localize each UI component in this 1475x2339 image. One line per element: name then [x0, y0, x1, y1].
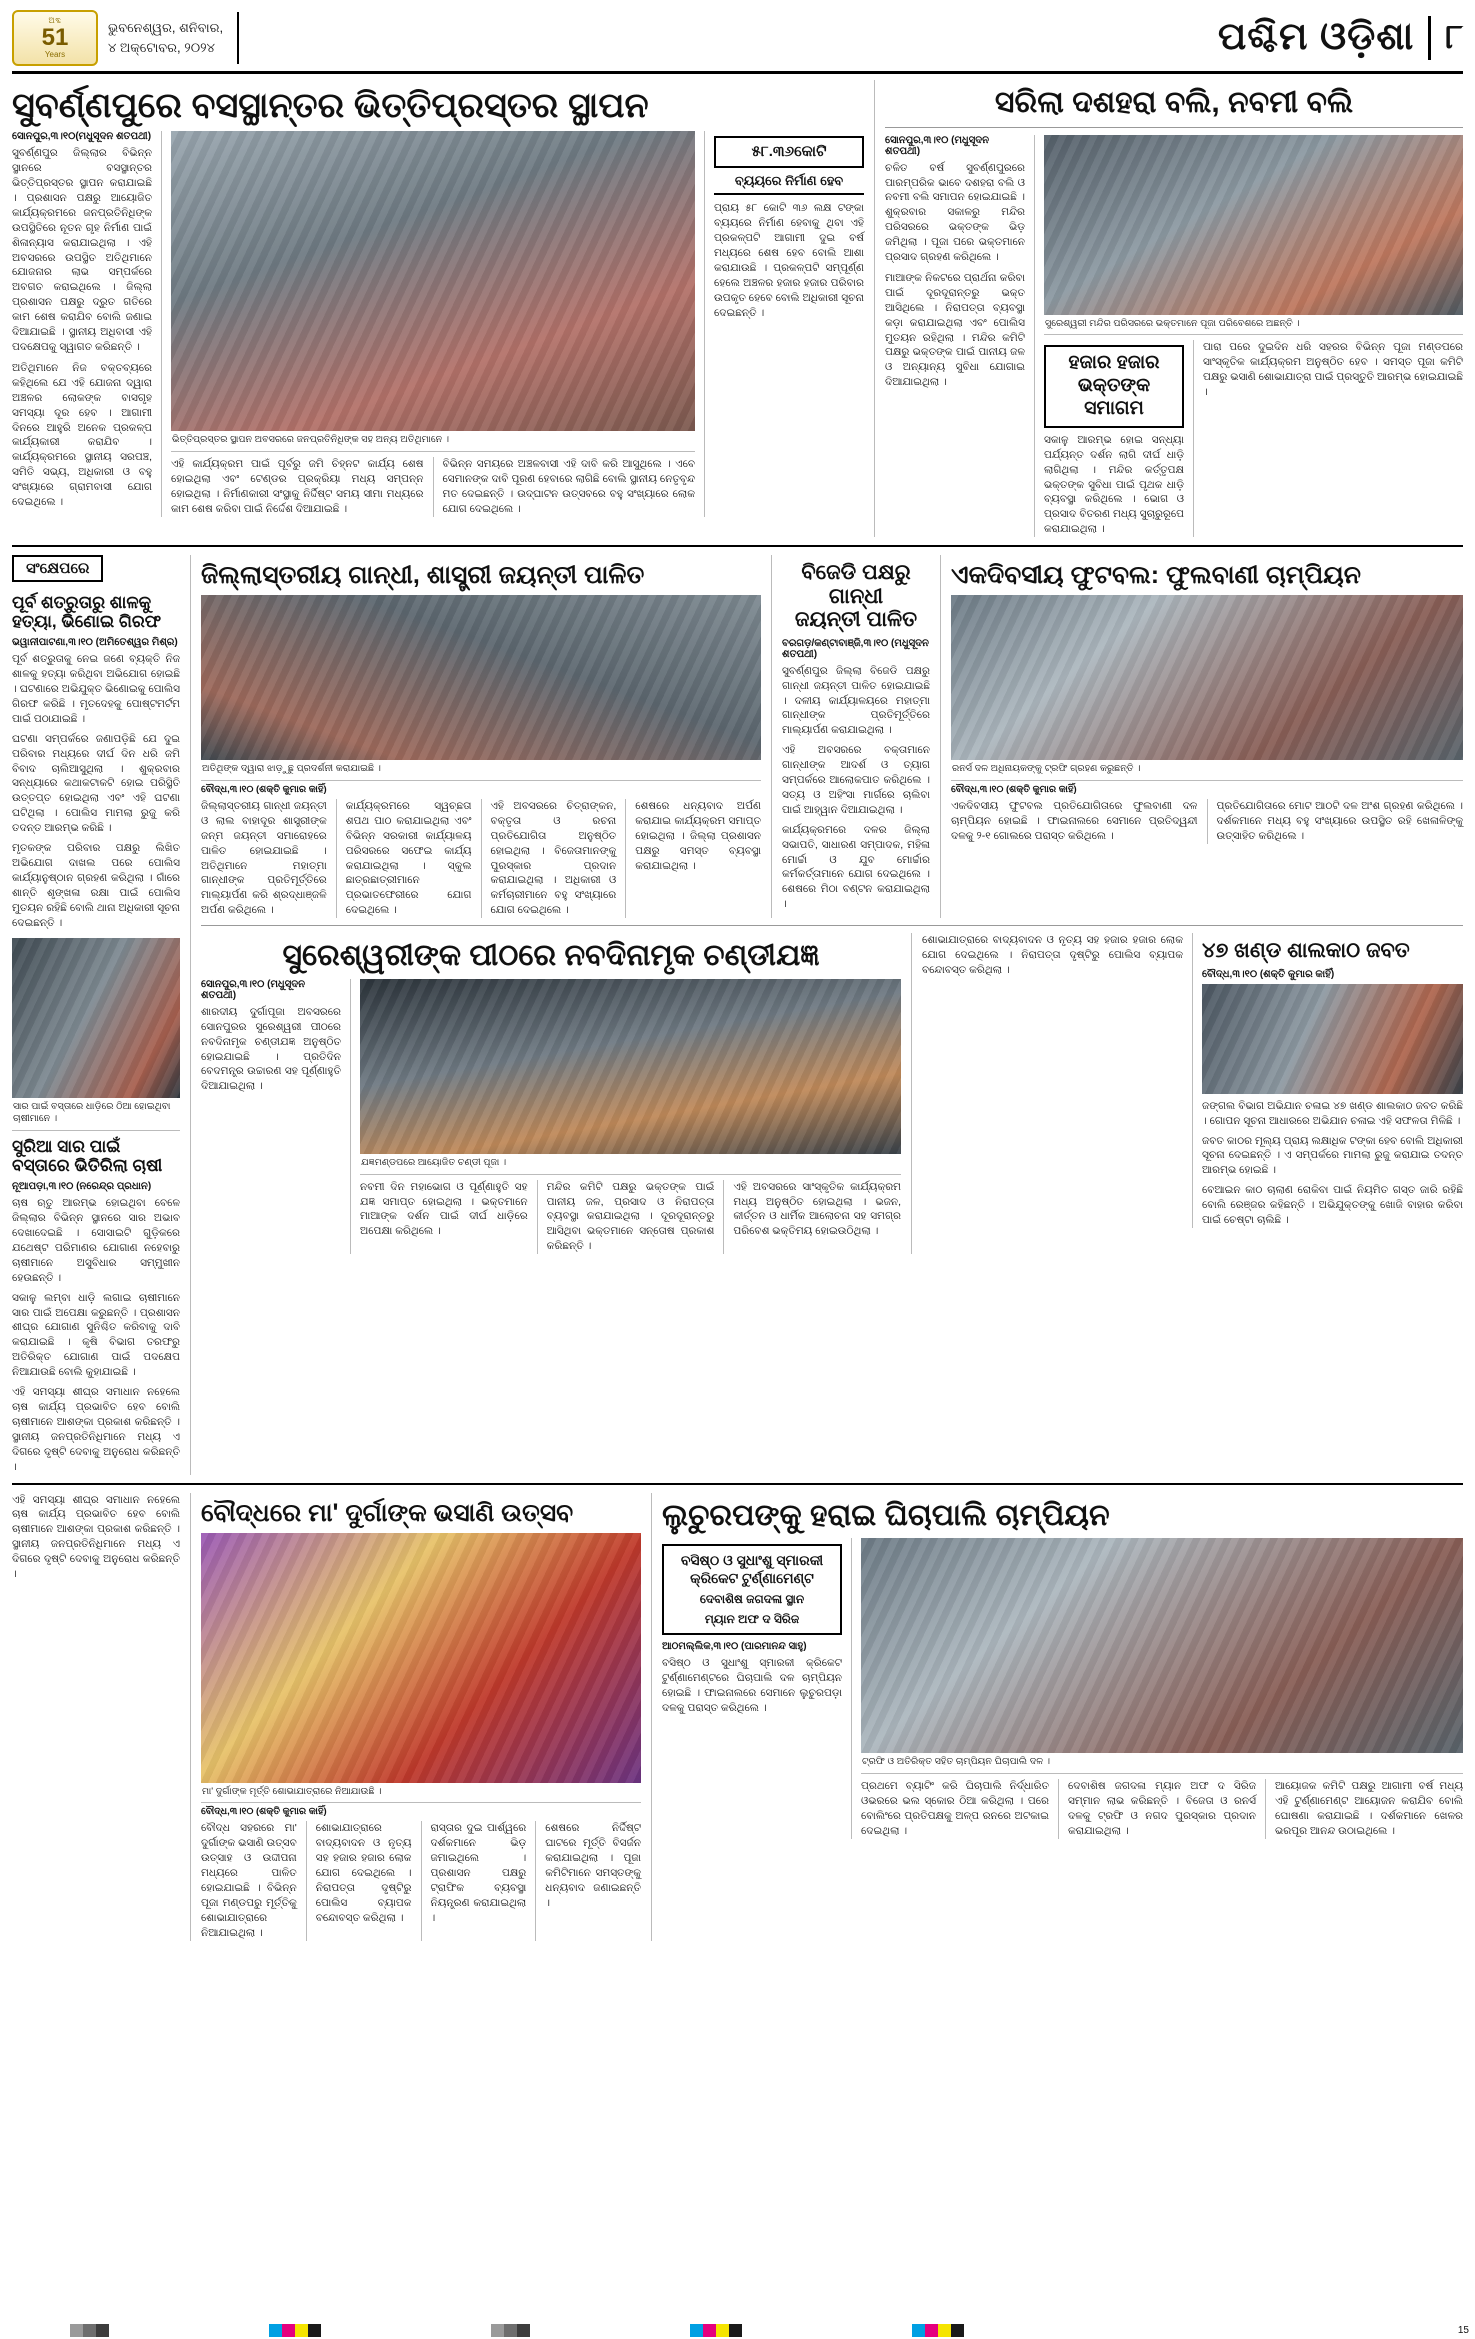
- sureswari-body-3: ମନ୍ଦିର କମିଟି ପକ୍ଷରୁ ଭକ୍ତଙ୍କ ପାଇଁ ପାନୀୟ ଜଳ, ପ୍ରସାଦ ଓ ନିରାପତ୍ତା ବ୍ୟବସ୍ଥା କରାଯାଇଥିଲା । ଦୂରଦୂରାନ୍ତରୁ ଆସିଥିବା ଭକ୍ତମାନେ ସନ୍ତୋଷ ପ୍ରକାଶ କରିଛନ୍ତି ।: [546, 1180, 715, 1253]
- cricket-col-2: [861, 1779, 1049, 1839]
- football-col-2: [1217, 799, 1464, 844]
- cmyk-swatches-3: [912, 2324, 964, 2337]
- cricket-inset-line-3: ଦେବାଶିଷ ଜଗଦଳା ସ୍ଥାନ: [699, 1592, 805, 1607]
- cricket-photo-caption: ଟ୍ରଫି ଓ ଅତିରିକ୍ତ ସହିତ ଚାମ୍ପିୟନ ଘିଚାପାଲି ଦଳ ।: [861, 1753, 1463, 1774]
- brief-1-headline: ପୂର୍ବ ଶତ୍ରୁତାରୁ ଶାଳକୁ ହତ୍ୟା, ଭିଣୋଇ ଗିରଫ: [12, 593, 162, 632]
- durga-body-3: ରାସ୍ତାର ଦୁଇ ପାର୍ଶ୍ୱରେ ଦର୍ଶକମାନେ ଭିଡ଼ ଜମାଇଥିଲେ । ପ୍ରଶାସନ ପକ୍ଷରୁ ଟ୍ରାଫିକ ବ୍ୟବସ୍ଥା ନିୟନ୍ତ୍ରଣ କରାଯାଇଥିଲା ।: [430, 1822, 527, 1924]
- brief-1-body-3: ମୃତକଙ୍କ ପରିବାର ପକ୍ଷରୁ ଲିଖିତ ଅଭିଯୋଗ ଦାଖଲ ପରେ ପୋଲିସ କାର୍ଯ୍ୟାନୁଷ୍ଠାନ ଗ୍ରହଣ କରିଥିଲା । ଗାଁରେ ଶାନ୍ତି ଶୃଙ୍ଖଳା ରକ୍ଷା ପାଇଁ ପୋଲିସ ମୁତୟନ ରହିଛି ବୋଲି ଥାନା ଅଧିକାରୀ ସୂଚନା ଦେଇଛନ୍ତି ।: [12, 842, 180, 929]
- cricket-body-1: ବସିଷ୍ଠ ଓ ସୁଧାଂଶୁ ସ୍ମାରକୀ କ୍ରିକେଟ ଟୁର୍ଣ୍ଣାମେଣ୍ଟରେ ଘିଚାପାଲି ଦଳ ଚାମ୍ପିୟନ ହୋଇଛି । ଫାଇନାଲରେ ସେମାନେ ଲୁଚୁରପଡ଼ା ଦଳକୁ ପରାସ୍ତ କରିଥିଲେ ।: [662, 1657, 842, 1714]
- briefs-sidebar: [12, 555, 180, 1474]
- dashahara-box-line-2: ଭକ୍ତଙ୍କ ସମାଗମ: [1077, 375, 1151, 419]
- gandhi-photo: [201, 595, 761, 760]
- dashahara-box-line-1: ହଜାର ହଜାର: [1068, 352, 1160, 374]
- bjd-headline: [782, 561, 930, 632]
- edition-block: [1218, 16, 1463, 60]
- edition-divider: [1428, 16, 1431, 60]
- sureswari-body-2: ନବମୀ ଦିନ ମହାଭୋଗ ଓ ପୂର୍ଣ୍ଣାହୁତି ସହ ଯଜ୍ଞ ସମାପ୍ତ ହୋଇଥିଲା । ଭକ୍ତମାନେ ମାଆଙ୍କ ଦର୍ଶନ ପାଇଁ ଦୀର୍ଘ ଧାଡ଼ିରେ ଅପେକ୍ଷା କରିଥିଲେ ।: [360, 1180, 528, 1238]
- dashahara-body-2: ମାଆଙ୍କ ନିକଟରେ ପ୍ରାର୍ଥନା କରିବା ପାଇଁ ଦୂରଦୂରାନ୍ତରୁ ଭକ୍ତ ଆସିଥିଲେ । ନିରାପତ୍ତା ବ୍ୟବସ୍ଥା କଡ଼ା କରାଯାଇଥିଲା ଏବଂ ପୋଲିସ ମୁତୟନ ରହିଥିଲା । ମନ୍ଦିର କମିଟି ପକ୍ଷରୁ ଭକ୍ତଙ୍କ ପାଇଁ ପାନୀୟ ଜଳ ଓ ଅନ୍ୟାନ୍ୟ ସୁବିଧା ଯୋଗାଇ ଦିଆଯାଇଥିଲା ।: [885, 271, 1025, 389]
- durga-body-4: ଶେଷରେ ନିର୍ଦ୍ଦିଷ୍ଟ ଘାଟରେ ମୂର୍ତ୍ତି ବିସର୍ଜନ କରାଯାଇଥିଲା । ପୂଜା କମିଟିମାନେ ସମସ୍ତଙ୍କୁ ଧନ୍ୟବାଦ ଜଣାଇଛନ୍ତି ।: [545, 1822, 641, 1909]
- durga-headline: ବୌଦ୍ଧରେ ମା' ଦୁର୍ଗାଙ୍କ ଭସାଣି ଉତ୍ସବ: [201, 1498, 574, 1527]
- bottom-left-body: ଏହି ସମସ୍ୟା ଶୀଘ୍ର ସମାଧାନ ନହେଲେ ଚାଷ କାର୍ଯ୍ୟ ପ୍ରଭାବିତ ହେବ ବୋଲି ଚାଷୀମାନେ ଆଶଙ୍କା ପ୍ରକାଶ କରିଛନ୍ତି । ସ୍ଥାନୀୟ ଜନପ୍ରତିନିଧିମାନେ ମଧ୍ୟ ଏ ଦିଗରେ ଦୃଷ୍ଟି ଦେବାକୁ ଅନୁରୋଧ କରିଛନ୍ତି ।: [12, 1493, 180, 1581]
- gray-swatches-2: [491, 2324, 530, 2337]
- brief-2-dateline: ନୂଆପଡ଼ା,୩।୧୦ (ନରେନ୍ଦ୍ର ପ୍ରଧାନ): [12, 1181, 152, 1193]
- gandhi-article: [201, 555, 761, 918]
- cricket-article: [662, 1493, 1463, 1941]
- dashahara-photo: [1044, 135, 1463, 315]
- lead-inset-subtitle: ବ୍ୟୟରେ ନିର୍ମାଣ ହେବ: [714, 173, 864, 195]
- lead-col-1: [12, 131, 152, 516]
- page-number: ୮: [1445, 18, 1463, 56]
- brief-photo-caption: ସାର ପାଇଁ ବସ୍ତାରେ ଧାଡ଼ିରେ ଠିଆ ହୋଇଥିବା ଚାଷୀମାନେ ।: [12, 1098, 180, 1132]
- sureswari-article: [201, 933, 901, 1254]
- sureswari-photo: [360, 979, 901, 1154]
- lead-photo-caption: ଭିତ୍ତିପ୍ରସ୍ତର ସ୍ଥାପନ ଅବସରରେ ଜନପ୍ରତିନିଧିଙ୍କ ସହ ଅନ୍ୟ ଅତିଥିମାନେ ।: [171, 431, 695, 452]
- football-body-2: ପ୍ରତିଯୋଗିତାରେ ମୋଟ ଆଠଟି ଦଳ ଅଂଶ ଗ୍ରହଣ କରିଥିଲେ । ଦର୍ଶକମାନେ ମଧ୍ୟ ବହୁ ସଂଖ୍ୟାରେ ଉପସ୍ଥିତ ରହି ଖେଳାଳିଙ୍କୁ ଉତ୍ସାହିତ କରିଥିଲେ ।: [1216, 799, 1463, 842]
- dashahara-body-4: ପାରା ପରେ ଦୁଇଦିନ ଧରି ସହରର ବିଭିନ୍ନ ପୂଜା ମଣ୍ଡପରେ ସାଂସ୍କୃତିକ କାର୍ଯ୍ୟକ୍ରମ ଅନୁଷ୍ଠିତ ହେବ । ସମସ୍ତ ପୂଜା କମିଟି ପକ୍ଷରୁ ଭସାଣି ଶୋଭାଯାତ୍ରା ପାଇଁ ପ୍ରସ୍ତୁତି ଆରମ୍ଭ ହୋଇଯାଇଛି ।: [1203, 341, 1463, 399]
- middle-center: [201, 555, 1463, 1474]
- gandhi-col-1: [201, 799, 327, 918]
- gandhi-photo-caption: ଅତିଥିଙ୍କ ଦ୍ୱାରା ଝାଡ଼ୁଛୁ ପ୍ରଦର୍ଶନୀ କରାଯାଇଛି ।: [201, 760, 761, 781]
- gandhi-body-2: କାର୍ଯ୍ୟକ୍ରମରେ ସ୍ୱଚ୍ଛତା ଶପଥ ପାଠ କରାଯାଇଥିଲା ଏବଂ ବିଭିନ୍ନ ସରକାରୀ କାର୍ଯ୍ୟାଳୟ ପରିସରରେ ସଫେଇ କାର୍ଯ୍ୟ କରାଯାଇଥିଲା । ସ୍କୁଲ ଛାତ୍ରଛାତ୍ରୀମାନେ ପ୍ରଭାତଫେରୀରେ ଯୋଗ ଦେଇଥିଲେ ।: [345, 799, 472, 917]
- lead-body-2: ଅତିଥିମାନେ ନିଜ ବକ୍ତବ୍ୟରେ କହିଥିଲେ ଯେ ଏହି ଯୋଜନା ଦ୍ୱାରା ଅଞ୍ଚଳର ଲୋକଙ୍କ ବାସଗୃହ ସମସ୍ୟା ଦୂର ହେବ । ଆଗାମୀ ଦିନରେ ଆହୁରି ଅନେକ ପ୍ରକଳ୍ପ କାର୍ଯ୍ୟକାରୀ କରାଯିବ । କାର୍ଯ୍ୟକ୍ରମରେ ସ୍ଥାନୀୟ ସରପଞ୍ଚ, ସମିତି ସଭ୍ୟ, ଅଧିକାରୀ ଓ ବହୁ ସଂଖ୍ୟାରେ ଗ୍ରାମବାସୀ ଯୋଗ ଦେଇଥିଲେ ।: [12, 361, 152, 509]
- gandhi-body-4: ଶେଷରେ ଧନ୍ୟବାଦ ଅର୍ପଣ କରାଯାଇ କାର୍ଯ୍ୟକ୍ରମ ସମାପ୍ତ ହୋଇଥିଲା । ଜିଲ୍ଲା ପ୍ରଶାସନ ପକ୍ଷରୁ ସମସ୍ତ ବ୍ୟବସ୍ଥା କରାଯାଇଥିଲା ।: [635, 799, 761, 872]
- publication-place: ଭୁବନେଶ୍ୱର, ଶନିବାର,: [108, 20, 224, 35]
- bjd-headline-line-2: ଜୟନ୍ତୀ ପାଳିତ: [794, 608, 918, 632]
- durga-body-2: ଶୋଭାଯାତ୍ରାରେ ବାଦ୍ୟବାଦନ ଓ ନୃତ୍ୟ ସହ ହଜାର ହଜାର ଲୋକ ଯୋଗ ଦେଇଥିଲେ । ନିରାପତ୍ତା ଦୃଷ୍ଟିରୁ ପୋଲିସ ବ୍ୟାପକ ବନ୍ଦୋବସ୍ତ କରିଥିଲା ।: [315, 1822, 412, 1924]
- durga-article: [201, 1493, 641, 1941]
- cricket-headline: ଲୁଚୁରପଙ୍କୁ ହରାଇ ଘିଚାପାଲି ଚାମ୍ପିୟନ: [662, 1498, 1110, 1532]
- timber-headline: ୪୭ ଖଣ୍ଡ ଶାଲକାଠ ଜବତ: [1202, 939, 1410, 963]
- dashahara-col-1: [885, 135, 1025, 538]
- timber-body-1: ଜଙ୍ଗଲ ବିଭାଗ ଅଭିଯାନ ଚଳାଇ ୪୭ ଖଣ୍ଡ ଶାଲକାଠ ଜବତ କରିଛି । ଗୋପନ ସୂଚନା ଆଧାରରେ ଅଭିଯାନ ଚଳାଇ ଏହି ସଫଳତା ମିଳିଛି ।: [1202, 1099, 1463, 1127]
- folio-number: 15: [1457, 2324, 1469, 2336]
- sureswari-col-4: [733, 1180, 901, 1255]
- color-registration-bar: [0, 2321, 1475, 2339]
- cricket-body-3: ଦେବାଶିଷ ଜଗଦଳା ମ୍ୟାନ ଅଫ ଦ ସିରିଜ ସମ୍ମାନ ଲାଭ କରିଛନ୍ତି । ବିଜେତା ଓ ରନର୍ସ ଦଳକୁ ଟ୍ରଫି ଓ ନଗଦ ପୁରସ୍କାର ପ୍ରଦାନ କରାଯାଇଥିଲା ।: [1068, 1779, 1256, 1837]
- gray-swatches-1: [70, 2324, 109, 2337]
- dashahara-headline: ସରିଲା ଦଶହରା ବଲି, ନବମୀ ବଲି: [994, 86, 1354, 119]
- gandhi-byline: ବୌଦ୍ଧ,୩।୧୦ (ଶକ୍ତି କୁମାର କାହିଁ): [201, 783, 327, 795]
- publication-date: ୪ ଅକ୍ଟୋବର, ୨୦୨୪: [108, 39, 215, 55]
- cricket-col-4: [1275, 1779, 1463, 1839]
- gandhi-body-3: ଏହି ଅବସରରେ ଚିତ୍ରାଙ୍କନ, ବକ୍ତୃତା ଓ ରଚନା ପ୍ରତିଯୋଗିତା ଅନୁଷ୍ଠିତ ହୋଇଥିଲା । ବିଜେତାମାନଙ୍କୁ ପୁରସ୍କାର ପ୍ରଦାନ କରାଯାଇଥିଲା । ଅଧିକାରୀ ଓ କର୍ମଚାରୀମାନେ ବହୁ ସଂଖ୍ୟାରେ ଯୋଗ ଦେଇଥିଲେ ।: [490, 799, 617, 917]
- timber-right-col: [1202, 933, 1463, 1228]
- lead-body-1: ସୁବର୍ଣ୍ଣପୁର ଜିଲ୍ଲାର ବିଭିନ୍ନ ସ୍ଥାନରେ ବସସ୍ଥାନ୍ତର ଭିତ୍ତିପ୍ରସ୍ତର ସ୍ଥାପନ କରାଯାଇଛି । ପ୍ରଶାସନ ପକ୍ଷରୁ ଆୟୋଜିତ କାର୍ଯ୍ୟକ୍ରମରେ ଜନପ୍ରତିନିଧିଙ୍କ ଉପସ୍ଥିତିରେ ନୂତନ ଗୃହ ନିର୍ମାଣ ପାଇଁ ଶିଳାନ୍ୟାସ କରାଯାଇଥିଲା । ଏହି ଅବସରରେ ଉପସ୍ଥିତ ଅତିଥିମାନେ ଯୋଜନାର ଲାଭ ସମ୍ପର୍କରେ ଅବଗତ କରାଇଥିଲେ । ଜିଲ୍ଲା ପ୍ରଶାସନ ପକ୍ଷରୁ ଦ୍ରୁତ ଗତିରେ କାମ ଶେଷ କରାଯିବ ବୋଲି ଜଣାଇ ଦିଆଯାଇଛି । ସ୍ଥାନୀୟ ଅଧିବାସୀ ଏହି ପଦକ୍ଷେପକୁ ସ୍ୱାଗତ କରିଛନ୍ତି ।: [12, 147, 152, 353]
- cricket-body-2: ପ୍ରଥମେ ବ୍ୟାଟିଂ କରି ଘିଚାପାଲି ନିର୍ଦ୍ଧାରିତ ଓଭରରେ ଭଲ ସ୍କୋର ଠିଆ କରିଥିଲା । ପରେ ବୋଲିଂରେ ପ୍ରତିପକ୍ଷକୁ ଅଳ୍ପ ରନରେ ଅଟକାଇ ଦେଇଥିଲା ।: [861, 1779, 1049, 1837]
- durga-col-1: [201, 1821, 297, 1940]
- football-body-1: ଏକଦିବସୀୟ ଫୁଟବଲ ପ୍ରତିଯୋଗିତାରେ ଫୁଲବାଣୀ ଦଳ ଚାମ୍ପିୟନ ହୋଇଛି । ଫାଇନାଲରେ ସେମାନେ ପ୍ରତିଦ୍ୱନ୍ଦୀ ଦଳକୁ ୨-୧ ଗୋଲରେ ପରାସ୍ତ କରିଥିଲେ ।: [951, 799, 1198, 842]
- gandhi-col-4: [635, 799, 761, 918]
- bjd-dateline: ବରଗଡ଼/କଣ୍ଟାବାଞ୍ଜି,୩।୧୦ (ମଧୁସୂଦନ ଶତପଥୀ): [782, 637, 929, 660]
- dashahara-photo-caption: ସୁରେଶ୍ୱରୀ ମନ୍ଦିର ପରିସରରେ ଭକ୍ତମାନେ ପୂଜା ପରିବେଶରେ ଅଛନ୍ତି ।: [1044, 315, 1463, 336]
- cricket-inset-line-4: ମ୍ୟାନ ଅଫ ଦ ସିରିଜ: [704, 1612, 800, 1627]
- briefs-label: ସଂକ୍ଷେପରେ: [12, 555, 103, 582]
- bjd-body-3: କାର୍ଯ୍ୟକ୍ରମରେ ଦଳର ଜିଲ୍ଲା ସଭାପତି, ସାଧାରଣ ସମ୍ପାଦକ, ମହିଳା ମୋର୍ଚ୍ଚା ଓ ଯୁବ ମୋର୍ଚ୍ଚାର କର୍ମକର୍ତ୍ତାମାନେ ଯୋଗ ଦେଇଥିଲେ । ଶେଷରେ ମିଠା ବଣ୍ଟନ କରାଯାଇଥିଲା ।: [782, 823, 930, 911]
- durga-body-1: ବୌଦ୍ଧ ସହରରେ ମା' ଦୁର୍ଗାଙ୍କ ଭସାଣି ଉତ୍ସବ ଉତ୍ସାହ ଓ ଉଦ୍ଦୀପନା ମଧ୍ୟରେ ପାଳିତ ହୋଇଯାଇଛି । ବିଭିନ୍ନ ପୂଜା ମଣ୍ଡପରୁ ମୂର୍ତ୍ତିକୁ ଶୋଭାଯାତ୍ରାରେ ନିଆଯାଇଥିଲା ।: [201, 1822, 297, 1939]
- sureswari-dateline: ସୋନପୁର,୩।୧୦ (ମଧୁସୂଦନ ଶତପଥୀ): [201, 978, 305, 1001]
- durga-byline: ବୌଦ୍ଧ,୩।୧୦ (ଶକ୍ତି କୁମାର କାହିଁ): [201, 1806, 327, 1818]
- edition-name: ପଶ୍ଚିମ ଓଡ଼ିଶା: [1217, 16, 1415, 58]
- lead-dateline: ସୋନପୁର,୩।୧୦(ମଧୁସୂଦନ ଶତପଥୀ): [12, 131, 152, 143]
- brief-photo: [12, 938, 180, 1098]
- lead-article: [12, 80, 864, 537]
- cricket-photo: [861, 1538, 1463, 1753]
- durga-col-4: [545, 1821, 641, 1940]
- dashahara-box-title: [1044, 345, 1184, 427]
- brief-2-headline: ସୁରିଆ ସାର ପାଇଁ ବସ୍ତାରେ ଭିତିରିଲା ଚାଷୀ: [12, 1137, 163, 1176]
- sureswari-body-4: ଏହି ଅବସରରେ ସାଂସ୍କୃତିକ କାର୍ଯ୍ୟକ୍ରମ ମଧ୍ୟ ଅନୁଷ୍ଠିତ ହୋଇଥିଲା । ଭଜନ, କୀର୍ତ୍ତନ ଓ ଧାର୍ମିକ ଆଲୋଚନା ସହ ସମଗ୍ର ପରିବେଶ ଭକ୍ତିମୟ ହୋଇଉଠିଥିଲା ।: [733, 1180, 902, 1238]
- bjd-body-1: ସୁବର୍ଣ୍ଣପୁର ଜିଲ୍ଲା ବିଜେଡି ପକ୍ଷରୁ ଗାନ୍ଧୀ ଜୟନ୍ତୀ ପାଳିତ ହୋଇଯାଇଛି । ଦଳୀୟ କାର୍ଯ୍ୟାଳୟରେ ମହାତ୍ମା ଗାନ୍ଧୀଙ୍କ ପ୍ରତିମୂର୍ତ୍ତିରେ ମାଲ୍ୟାର୍ପଣ କରାଯାଇଥିଲା ।: [782, 664, 930, 737]
- cmyk-swatches-1: [269, 2324, 321, 2337]
- dashahara-photo-col: [1044, 135, 1463, 538]
- timber-photo: [1202, 984, 1463, 1094]
- football-byline: ବୌଦ୍ଧ,୩।୧୦ (ଶକ୍ତି କୁମାର କାହିଁ): [951, 783, 1077, 795]
- lead-sub-text-2: ବିଭିନ୍ନ ସମୟରେ ଅଞ୍ଚଳବାସୀ ଏହି ଦାବି କରି ଆସୁଥିଲେ । ଏବେ ସେମାନଙ୍କ ଦାବି ପୂରଣ ହେବାରେ ଲାଗିଛି ବୋଲି ସ୍ଥାନୀୟ ନେତୃବୃନ୍ଦ ମତ ଦେଇଛନ୍ତି । ଉଦ୍‌ଘାଟନ ଉତ୍ସବରେ ବହୁ ସଂଖ୍ୟାରେ ଲୋକ ଯୋଗ ଦେଇଥିଲେ ।: [442, 458, 695, 515]
- football-col-1: [951, 799, 1198, 844]
- bottom-left-filler: [12, 1493, 180, 1941]
- timber-left-filler: [922, 933, 1183, 1228]
- sureswari-headline: ସୁରେଶ୍ୱରୀଙ୍କ ପୀଠରେ ନବଦିନାମୃକ ଚଣ୍ଡୀଯଜ୍ଞ: [282, 939, 820, 973]
- timber-body-3: ବେଆଇନ କାଠ ଚାଲାଣ ରୋକିବା ପାଇଁ ନିୟମିତ ଗସ୍ତ ଜାରି ରହିଛି ବୋଲି ରେଞ୍ଜର କହିଛନ୍ତି । ଅଭିଯୁକ୍ତଙ୍କୁ ଖୋଜି ବାହାର କରିବା ପାଇଁ ଚେଷ୍ଟା ଚାଲିଛି ।: [1202, 1184, 1463, 1227]
- cricket-body-4: ଆୟୋଜକ କମିଟି ପକ୍ଷରୁ ଆଗାମୀ ବର୍ଷ ମଧ୍ୟ ଏହି ଟୁର୍ଣ୍ଣାମେଣ୍ଟ ଆୟୋଜନ କରାଯିବ ବୋଲି ଘୋଷଣା କରାଯାଇଛି । ଦର୍ଶକମାନେ ଖେଳର ଭରପୂର ଆନନ୍ଦ ଉଠାଇଥିଲେ ।: [1275, 1779, 1463, 1837]
- sureswari-body-1: ଶାରଦୀୟ ଦୁର୍ଗାପୂଜା ଅବସରରେ ସୋନପୁରର ସୁରେଶ୍ୱରୀ ପୀଠରେ ନବଦିନାମୃକ ଚଣ୍ଡୀଯଜ୍ଞ ଅନୁଷ୍ଠିତ ହୋଇଯାଇଛି । ପ୍ରତିଦିନ ବେଦମନ୍ତ୍ର ଉଚ୍ଚାରଣ ସହ ପୂର୍ଣ୍ଣାହୁତି ଦିଆଯାଇଥିଲା ।: [201, 1005, 341, 1093]
- brief-1-dateline: ଭୱାନୀପାଟଣା,୩।୧୦ (ଅମିତେଶ୍ୱର ମିଶ୍ର): [12, 637, 178, 649]
- durga-photo: [201, 1533, 641, 1783]
- lead-inset-body: ପ୍ରାୟ ୫୮ କୋଟି ୩୬ ଲକ୍ଷ ଟଙ୍କା ବ୍ୟୟରେ ନିର୍ମାଣ ହେବାକୁ ଥିବା ଏହି ପ୍ରକଳ୍ପଟି ଆଗାମୀ ଦୁଇ ବର୍ଷ ମଧ୍ୟରେ ଶେଷ ହେବ ବୋଲି ଆଶା କରାଯାଉଛି । ପ୍ରକଳ୍ପଟି ସମ୍ପୂର୍ଣ୍ଣ ହେଲେ ଅଞ୍ଚଳର ହଜାର ହଜାର ପରିବାର ଉପକୃତ ହେବେ ବୋଲି ଅଧିକାରୀ ସୂଚନା ଦେଇଛନ୍ତି ।: [714, 202, 864, 319]
- cricket-col-3: [1068, 1779, 1256, 1839]
- timber-dateline: ବୌଦ୍ଧ,୩।୧୦ (ଶକ୍ତି କୁମାର କାହିଁ): [1202, 968, 1335, 980]
- dashahara-article: [885, 80, 1463, 537]
- gandhi-body-1: ଜିଲ୍ଲାସ୍ତରୀୟ ଗାନ୍ଧୀ ଜୟନ୍ତୀ ଓ ଲାଲ ବାହାଦୂର ଶାସ୍ତ୍ରୀଙ୍କ ଜନ୍ମ ଜୟନ୍ତୀ ସମାରୋହରେ ପାଳିତ ହୋଇଯାଇଛି । ଅତିଥିମାନେ ମହାତ୍ମା ଗାନ୍ଧୀଙ୍କ ପ୍ରତିମୂର୍ତ୍ତିରେ ମାଲ୍ୟାର୍ପଣ କରି ଶ୍ରଦ୍ଧାଞ୍ଜଳି ଅର୍ପଣ କରିଥିଲେ ।: [201, 799, 327, 917]
- dashahara-body-3: ସକାଳୁ ଆରମ୍ଭ ହୋଇ ସନ୍ଧ୍ୟା ପର୍ଯ୍ୟନ୍ତ ଦର୍ଶନ ଲାଗି ଦୀର୍ଘ ଧାଡ଼ି ଲାଗିଥିଲା । ମନ୍ଦିର କର୍ତ୍ତୃପକ୍ଷ ଭକ୍ତଙ୍କ ସୁବିଧା ପାଇଁ ପୃଥକ ଧାଡ଼ି ବ୍ୟବସ୍ଥା କରିଥିଲେ । ଭୋଗ ଓ ପ୍ରସାଦ ବିତରଣ ମଧ୍ୟ ସୁଚାରୁରୂପେ କରାଯାଇଥିଲା ।: [1044, 433, 1184, 536]
- timber-body-2: ଜବତ କାଠର ମୂଲ୍ୟ ପ୍ରାୟ ଲକ୍ଷାଧିକ ଟଙ୍କା ହେବ ବୋଲି ଅଧିକାରୀ ସୂଚନା ଦେଇଛନ୍ତି । ଏ ସମ୍ପର୍କରେ ମାମଲା ରୁଜୁ କରାଯାଇ ତଦନ୍ତ ଆରମ୍ଭ ହୋଇଛି ।: [1202, 1134, 1463, 1177]
- gandhi-col-2: [346, 799, 472, 918]
- dashahara-body-1: ଚଳିତ ବର୍ଷ ସୁବର୍ଣ୍ଣପୁରରେ ପାରମ୍ପରିକ ଭାବେ ଦଶହରା ବଲି ଓ ନବମୀ ବଲି ସମାପନ ହୋଇଯାଇଛି । ଶୁକ୍ରବାର ସକାଳରୁ ମନ୍ଦିର ପରିସରରେ ଭକ୍ତଙ୍କ ଭିଡ଼ ଜମିଥିଲା । ପୂଜା ପରେ ଭକ୍ତମାନେ ପ୍ରସାଦ ଗ୍ରହଣ କରିଥିଲେ ।: [885, 161, 1025, 264]
- bjd-article: [782, 555, 930, 918]
- durga-photo-caption: ମା' ଦୁର୍ଗାଙ୍କ ମୂର୍ତ୍ତି ଶୋଭାଯାତ୍ରାରେ ନିଆଯାଉଛି ।: [201, 1783, 641, 1804]
- football-photo: [951, 595, 1463, 760]
- brief-1-body-2: ଘଟଣା ସମ୍ପର୍କରେ ଜଣାପଡ଼ିଛି ଯେ ଦୁଇ ପରିବାର ମଧ୍ୟରେ ଦୀର୍ଘ ଦିନ ଧରି ଜମି ବିବାଦ ଚାଲିଆସୁଥିଲା । ଶୁକ୍ରବାର ସନ୍ଧ୍ୟାରେ କଥାକଟାକଟି ହୋଇ ପରିସ୍ଥିତି ଉତ୍ତପ୍ତ ହୋଇଥିଲା ଏବଂ ଏହି ଘଟଣା ଘଟିଥିଲା । ପୋଲିସ ମାମଲା ରୁଜୁ କରି ତଦନ୍ତ ଆରମ୍ଭ କରିଛି ।: [12, 732, 180, 835]
- gandhi-col-3: [491, 799, 617, 918]
- logo-top-text: ଅବ୍ଦ: [48, 16, 62, 25]
- lead-inset-title: ୫୮.୩୬କୋଟି: [714, 136, 864, 168]
- lead-photo: [171, 131, 695, 431]
- sureswari-col-3: [547, 1180, 715, 1255]
- lead-headline: ସୁବର୍ଣ୍ଣପୁରେ ବସସ୍ଥାନ୍ତର ଭିତ୍ତିପ୍ରସ୍ତର ସ୍ଥାପନ: [12, 86, 649, 125]
- gandhi-headline: ଜିଲ୍ଲାସ୍ତରୀୟ ଗାନ୍ଧୀ, ଶାସ୍ତ୍ରୀ ଜୟନ୍ତୀ ପାଳିତ: [201, 561, 645, 590]
- lead-sub-text-1: ଏହି କାର୍ଯ୍ୟକ୍ରମ ପାଇଁ ପୂର୍ବରୁ ଜମି ଚିହ୍ନଟ କାର୍ଯ୍ୟ ଶେଷ ହୋଇଥିଲା ଏବଂ ଟେଣ୍ଡର ପ୍ରକ୍ରିୟା ମଧ୍ୟ ସମ୍ପନ୍ନ ହୋଇଥିଲା । ନିର୍ମାଣକାରୀ ସଂସ୍ଥାକୁ ନିର୍ଦ୍ଦିଷ୍ଟ ସମୟ ସୀମା ମଧ୍ୟରେ କାମ ଶେଷ କରିବା ପାଇଁ ନିର୍ଦ୍ଦେଶ ଦିଆଯାଇଛି ।: [171, 458, 424, 515]
- durga-col-3: [431, 1821, 527, 1940]
- masthead: [12, 10, 1463, 74]
- sureswari-col-2: [360, 1180, 528, 1255]
- middle-section: [12, 555, 1463, 1474]
- football-headline: ଏକଦିବସୀୟ ଫୁଟବଲ: ଫୁଲବାଣୀ ଚାମ୍ପିୟନ: [951, 561, 1361, 590]
- lead-sub-col-1: [171, 457, 424, 517]
- lead-photo-col: [171, 131, 695, 516]
- cricket-inset-box: [662, 1544, 842, 1635]
- brief-2-body-2: ସକାଳୁ ଲମ୍ବା ଧାଡ଼ି ଲଗାଇ ଚାଷୀମାନେ ସାର ପାଇଁ ଅପେକ୍ଷା କରୁଛନ୍ତି । ପ୍ରଶାସନ ଶୀଘ୍ର ଯୋଗାଣ ସୁନିଶ୍ଚିତ କରିବାକୁ ଦାବି କରାଯାଇଛି । କୃଷି ବିଭାଗ ତରଫରୁ ଅତିରିକ୍ତ ଯୋଗାଣ ପାଇଁ ପଦକ୍ଷେପ ନିଆଯାଉଛି ବୋଲି କୁହାଯାଇଛି ।: [12, 1291, 180, 1379]
- brief-2-body-1: ଚାଷ ଋତୁ ଆରମ୍ଭ ହୋଇଥିବା ବେଳେ ଜିଲ୍ଲାର ବିଭିନ୍ନ ସ୍ଥାନରେ ସାର ଅଭାବ ଦେଖାଦେଇଛି । ସୋସାଇଟି ଗୁଡ଼ିକରେ ଯଥେଷ୍ଟ ପରିମାଣର ଯୋଗାଣ ନହେବାରୁ ଚାଷୀମାନେ ଅସୁବିଧାର ସମ୍ମୁଖୀନ ହେଉଛନ୍ତି ।: [12, 1197, 180, 1284]
- bottom-section: [12, 1493, 1463, 1941]
- sureswari-row: [201, 933, 1463, 1254]
- dateline-block: [108, 12, 239, 64]
- sureswari-photo-caption: ଯଜ୍ଞମଣ୍ଡପରେ ଆୟୋଜିତ ଚଣ୍ଡୀ ପୂଜା ।: [360, 1154, 901, 1175]
- lead-col-inset: [714, 131, 864, 516]
- football-photo-caption: ରନର୍ସ ଦଳ ଅଧିନାୟକଙ୍କୁ ଟ୍ରଫି ଗ୍ରହଣ କରୁଛନ୍ତି ।: [951, 760, 1463, 781]
- brief-2-body-3: ଏହି ସମସ୍ୟା ଶୀଘ୍ର ସମାଧାନ ନହେଲେ ଚାଷ କାର୍ଯ୍ୟ ପ୍ରଭାବିତ ହେବ ବୋଲି ଚାଷୀମାନେ ଆଶଙ୍କା ପ୍ରକାଶ କରିଛନ୍ତି । ସ୍ଥାନୀୟ ଜନପ୍ରତିନିଧିମାନେ ମଧ୍ୟ ଏ ଦିଗରେ ଦୃଷ୍ଟି ଦେବାକୁ ଅନୁରୋଧ କରିଛନ୍ତି ।: [12, 1386, 180, 1473]
- dashahara-box-col: [1044, 340, 1184, 537]
- cricket-photo-col: [861, 1538, 1463, 1838]
- logo-sub-text: Years: [44, 50, 66, 59]
- cricket-inset-line-2: କ୍ରିକେଟ ଟୁର୍ଣ୍ଣାମେଣ୍ଟ: [690, 1569, 814, 1586]
- sureswari-col-1: [201, 979, 341, 1254]
- cricket-inset-line-1: ବସିଷ୍ଠ ଓ ସୁଧାଂଶୁ ସ୍ମାରକୀ: [680, 1552, 824, 1569]
- bjd-headline-line-1: ବିଜେଡି ପକ୍ଷରୁ ଗାନ୍ଧୀ: [801, 561, 911, 608]
- logo-year-number: 51: [41, 24, 69, 51]
- cricket-inset-col: [662, 1538, 842, 1838]
- football-article: [951, 555, 1463, 918]
- cricket-dateline: ଆଠମଲ୍ଲିକ,୩।୧୦ (ପାରମାନନ୍ଦ ସାହୁ): [662, 1641, 807, 1653]
- brief-1-body-1: ପୂର୍ବ ଶତ୍ରୁତାକୁ ନେଇ ଜଣେ ବ୍ୟକ୍ତି ନିଜ ଶାଳକୁ ହତ୍ୟା କରିଥିବା ଅଭିଯୋଗ ହୋଇଛି । ଘଟଣାରେ ଅଭିଯୁକ୍ତ ଭିଣୋଇକୁ ପୋଲିସ ଗିରଫ କରିଛି । ମୃତଦେହକୁ ପୋଷ୍ଟମର୍ଟମ ପାଇଁ ପଠାଯାଇଛି ।: [12, 653, 180, 725]
- lead-sub-col-2: [443, 457, 696, 517]
- sureswari-photo-col: [360, 979, 901, 1254]
- dashahara-dateline: ସୋନପୁର,୩।୧୦ (ମଧୁସୂଦନ ଶତପଥୀ): [885, 134, 989, 157]
- top-section: [12, 80, 1463, 537]
- gandhi-row: [201, 555, 1463, 918]
- timber-filler-body: ଶୋଭାଯାତ୍ରାରେ ବାଦ୍ୟବାଦନ ଓ ନୃତ୍ୟ ସହ ହଜାର ହଜାର ଲୋକ ଯୋଗ ଦେଇଥିଲେ । ନିରାପତ୍ତା ଦୃଷ୍ଟିରୁ ପୋଲିସ ବ୍ୟାପକ ବନ୍ଦୋବସ୍ତ କରିଥିଲା ।: [922, 934, 1183, 977]
- dashahara-body-col: [1203, 340, 1463, 537]
- timber-article: [922, 933, 1463, 1254]
- durga-col-2: [316, 1821, 412, 1940]
- publication-logo: [12, 10, 98, 66]
- cmyk-swatches-2: [690, 2324, 742, 2337]
- bjd-body-2: ଏହି ଅବସରରେ ବକ୍ତାମାନେ ଗାନ୍ଧୀଙ୍କ ଆଦର୍ଶ ଓ ତ୍ୟାଗ ସମ୍ପର୍କରେ ଆଲୋକପାତ କରିଥିଲେ । ସତ୍ୟ ଓ ଅହିଂସା ମାର୍ଗରେ ଚାଲିବା ପାଇଁ ଆହ୍ୱାନ ଦିଆଯାଇଥିଲା ।: [782, 744, 930, 816]
